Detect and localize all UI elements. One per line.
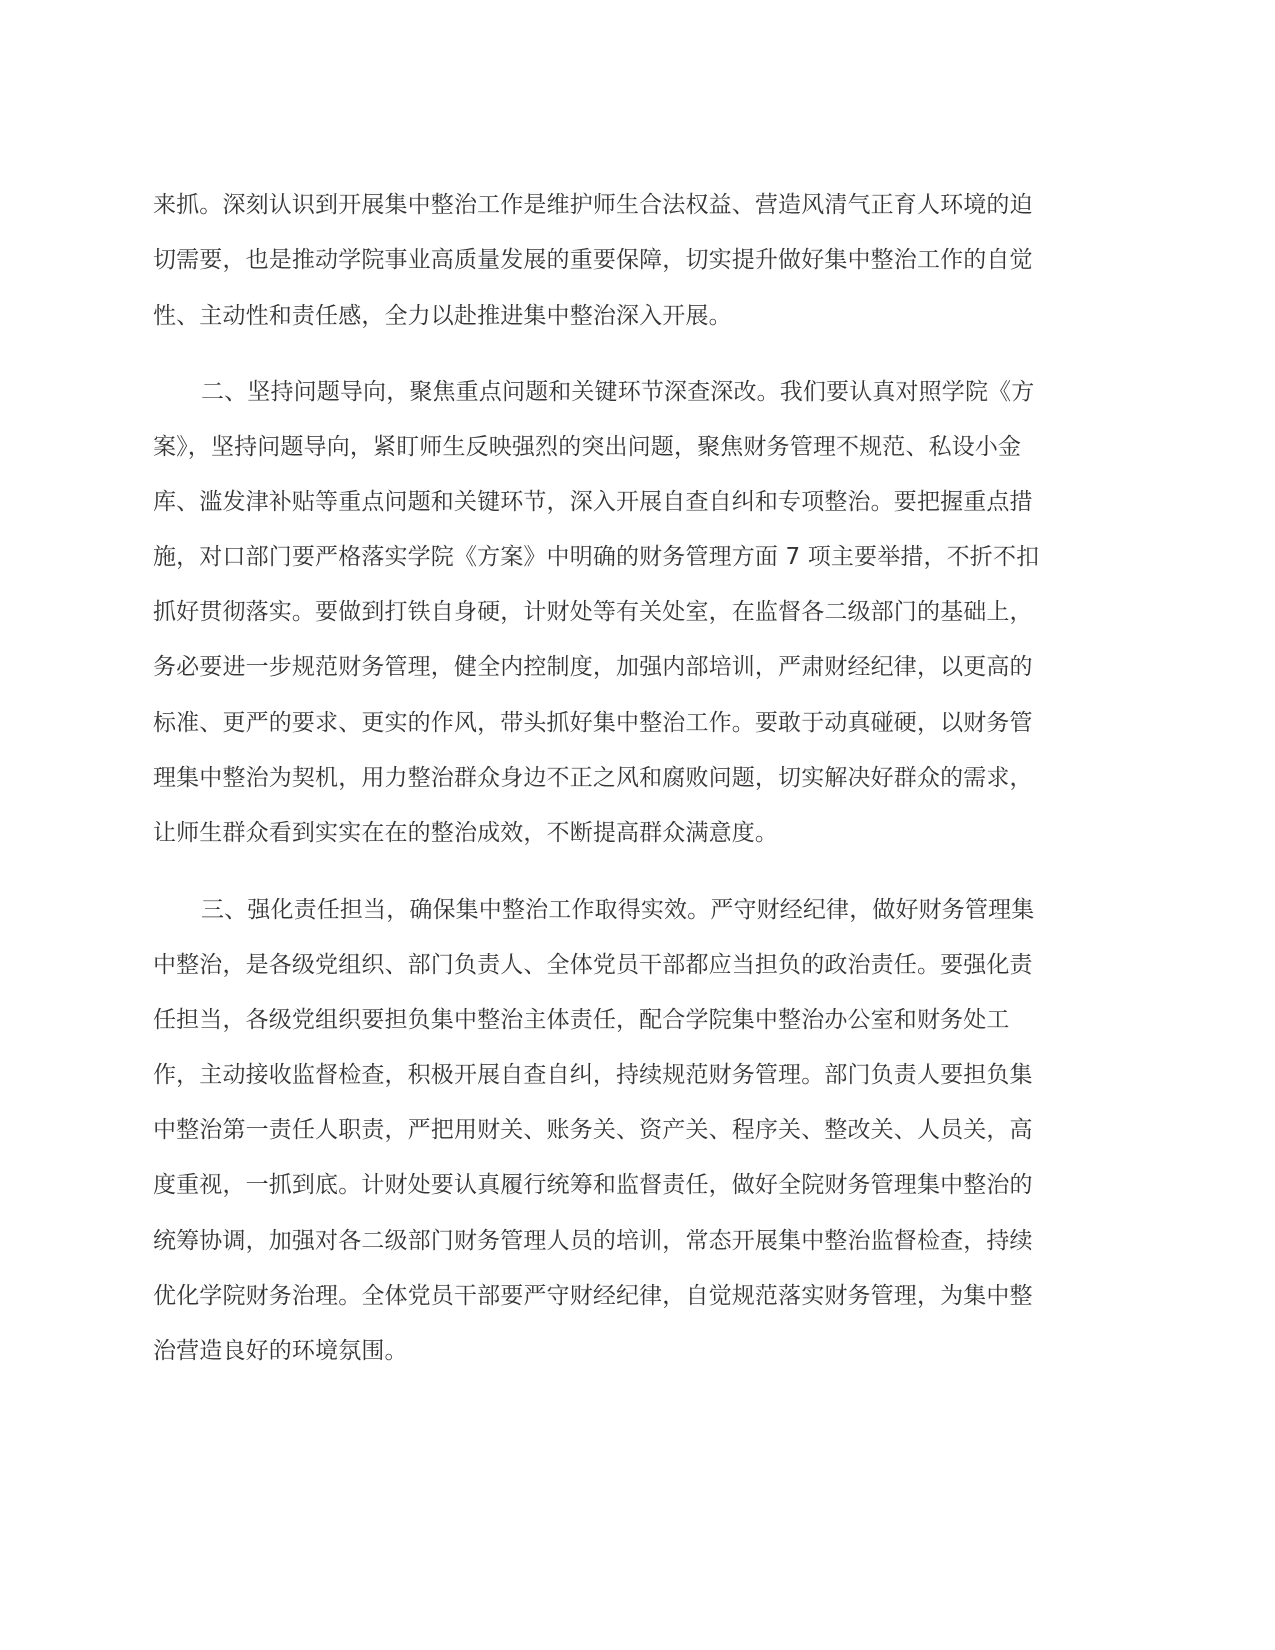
text-line: 治营造良好的环境氛围。 xyxy=(153,1338,408,1364)
text-line: 理集中整治为契机，用力整治群众身边不正之风和腐败问题，切实解决好群众的需求， xyxy=(153,765,1033,791)
text-line: 中整治，是各级党组织、部门负责人、全体党员干部都应当担负的政治责任。要强化责 xyxy=(153,952,1033,978)
text-line: 任担当，各级党组织要担负集中整治主体责任，配合学院集中整治办公室和财务处工 xyxy=(153,1007,1010,1033)
text-line: 务必要进一步规范财务管理，健全内控制度，加强内部培训，严肃财经纪律，以更高的 xyxy=(153,654,1033,680)
text-line: 标准、更严的要求、更实的作风，带头抓好集中整治工作。要敢于动真碰硬，以财务管 xyxy=(153,710,1033,736)
text-line: 三、强化责任担当，确保集中整治工作取得实效。严守财经纪律，做好财务管理集 xyxy=(201,897,1035,923)
text-line: 来抓。深刻认识到开展集中整治工作是维护师生合法权益、营造风清气正育人环境的迫 xyxy=(153,192,1033,218)
text-line: 案》，坚持问题导向，紧盯师生反映强烈的突出问题，聚焦财务管理不规范、私设小金 xyxy=(153,434,1022,460)
text-line: 二、坚持问题导向，聚焦重点问题和关键环节深查深改。我们要认真对照学院《方 xyxy=(201,379,1035,405)
text-line: 让师生群众看到实实在在的整治成效，不断提高群众满意度。 xyxy=(153,820,779,846)
text-line: 切需要，也是推动学院事业高质量发展的重要保障，切实提升做好集中整治工作的自觉 xyxy=(153,247,1033,273)
text-line: 优化学院财务治理。全体党员干部要严守财经纪律，自觉规范落实财务管理，为集中整 xyxy=(153,1283,1033,1309)
text-line: 性、主动性和责任感，全力以赴推进集中整治深入开展。 xyxy=(153,303,732,329)
text-line: 作，主动接收监督检查，积极开展自查自纠，持续规范财务管理。部门负责人要担负集 xyxy=(153,1062,1033,1088)
text-line: 施，对口部门要严格落实学院《方案》中明确的财务管理方面 7 项主要举措，不折不扣 xyxy=(153,544,1040,570)
text-line: 库、滥发津补贴等重点问题和关键环节，深入开展自查自纠和专项整治。要把握重点措 xyxy=(153,489,1033,515)
text-line: 中整治第一责任人职责，严把用财关、账务关、资产关、程序关、整改关、人员关，高 xyxy=(153,1117,1033,1143)
text-line: 统筹协调，加强对各二级部门财务管理人员的培训，常态开展集中整治监督检查，持续 xyxy=(153,1228,1033,1254)
text-line: 度重视，一抓到底。计财处要认真履行统筹和监督责任，做好全院财务管理集中整治的 xyxy=(153,1172,1033,1198)
text-line: 抓好贯彻落实。要做到打铁自身硬，计财处等有关处室，在监督各二级部门的基础上， xyxy=(153,599,1033,625)
